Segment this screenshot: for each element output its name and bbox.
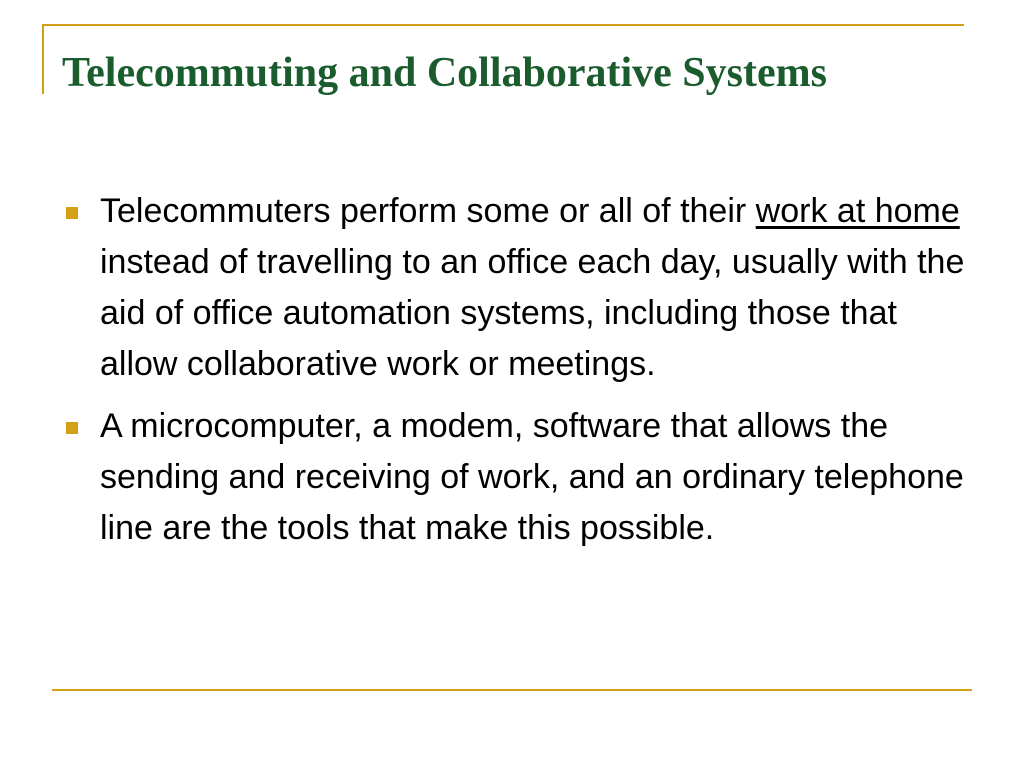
bullet-2-text: A microcomputer, a modem, software that allows the sending and receiving of work, and an ordinary telephone line are the tools that make this possible. [100,407,964,547]
accent-bottom-rule [52,689,972,691]
bullet-item-2 [62,401,972,554]
accent-top-rule [42,24,964,26]
work-at-home-link[interactable]: work at home [755,192,960,230]
slide-title: Telecommuting and Collaborative Systems [62,50,827,96]
bullet-item-1 [62,186,972,390]
bullet-1-text-start: Telecommuters perform some or all of their [100,192,756,230]
bullet-list [62,186,972,565]
bullet-1-text-end: instead of travelling to an office each day, usually with the aid of office automation systems, including those that allow collaborative work or meetings. [100,243,965,383]
square-bullet-icon [66,422,78,434]
square-bullet-icon [66,207,78,219]
accent-vertical-rule [42,24,44,94]
